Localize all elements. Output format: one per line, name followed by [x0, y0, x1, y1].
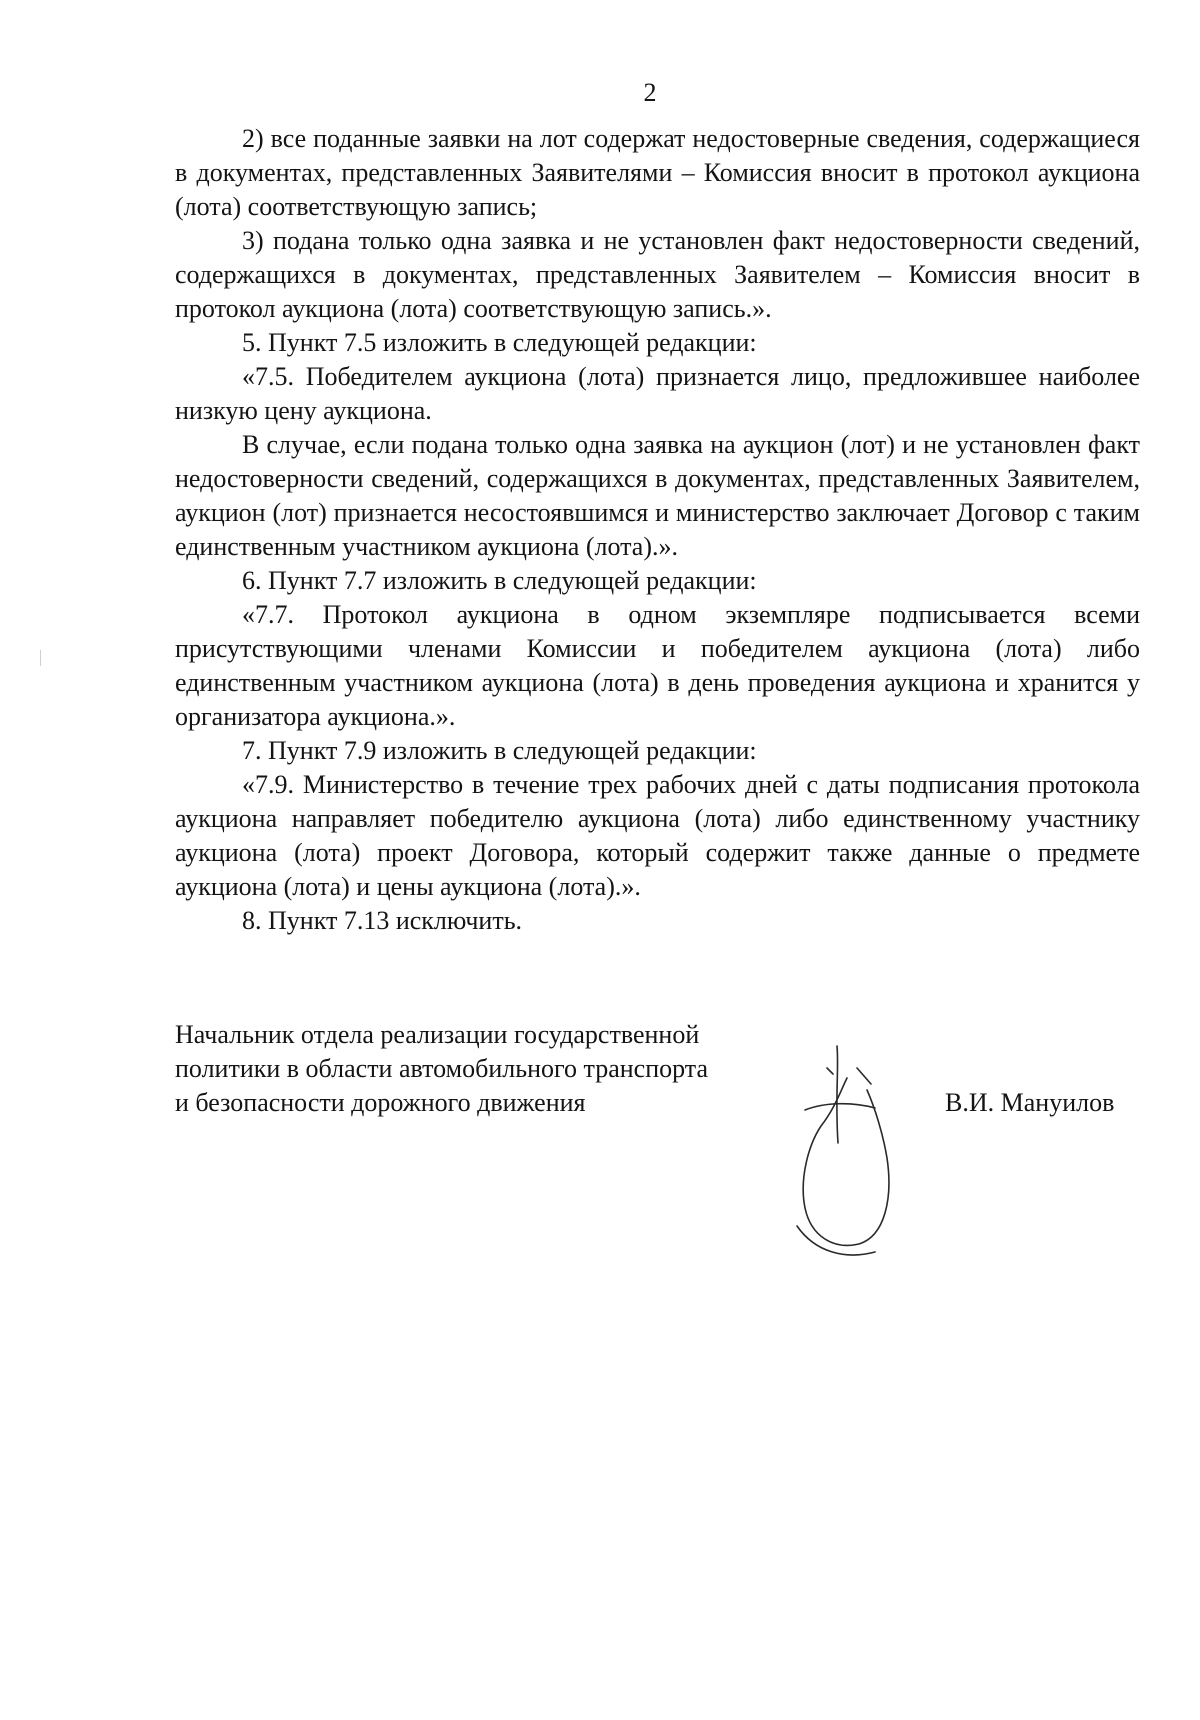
- paragraph-7-5-continuation: В случае, если подана только одна заявка на аукцион (лот) и не установлен факт недостоверности сведений, содержащихся в документах, представленных Заявителем, аукцион (лот) признается несостоявшимся и министерство заключает Договор с таким единственным участником аукциона (лота).».: [175, 430, 1140, 561]
- handwritten-signature-icon: [775, 1038, 925, 1268]
- paragraph-clause-8: 8. Пункт 7.13 исключить.: [242, 906, 523, 935]
- paragraph-item-3: 3) подана только одна заявка и не установлен факт недостоверности сведений, содержащихся в документах, представленных Заявителем – Комиссия вносит в протокол аукциона (лота) соответствующую запись.».: [175, 226, 1140, 323]
- scan-artifact: [40, 650, 41, 666]
- paragraph-7-5-quote: «7.5. Победителем аукциона (лота) признается лицо, предложившее наиболее низкую цену аукциона.: [175, 362, 1140, 425]
- paragraph-clause-6: 6. Пункт 7.7 изложить в следующей редакции:: [242, 566, 757, 595]
- signer-position-line: политики в области автомобильного транспорта: [175, 1054, 708, 1083]
- document-body: [175, 122, 1140, 938]
- signer-position: [175, 1018, 795, 1120]
- paragraph-item-2: 2) все поданные заявки на лот содержат недостоверные сведения, содержащиеся в документах, представленных Заявителями – Комиссия вносит в протокол аукциона (лота) соответствующую запись;: [175, 124, 1140, 221]
- signer-position-line: Начальник отдела реализации государственной: [175, 1020, 700, 1049]
- paragraph-clause-7: 7. Пункт 7.9 изложить в следующей редакции:: [242, 736, 757, 765]
- signer-name: В.И. Мануилов: [945, 1088, 1115, 1117]
- signature-block: [175, 1018, 1140, 1258]
- paragraph-7-9-quote: «7.9. Министерство в течение трех рабочих дней с даты подписания протокола аукциона направляет победителю аукциона (лота) либо единственному участнику аукциона (лота) проект Договора, который содержит также данные о предмете аукциона (лота) и цены аукциона (лота).».: [175, 770, 1140, 901]
- paragraph-7-7-quote: «7.7. Протокол аукциона в одном экземпляре подписывается всеми присутствующими членами Комиссии и победителем аукциона (лота) либо единственным участником аукциона (лота) в день проведения аукциона и хранится у организатора аукциона.».: [175, 600, 1140, 731]
- signer-position-line: и безопасности дорожного движения: [175, 1088, 586, 1117]
- paragraph-clause-5: 5. Пункт 7.5 изложить в следующей редакции:: [242, 328, 757, 357]
- page-number: 2: [643, 78, 657, 107]
